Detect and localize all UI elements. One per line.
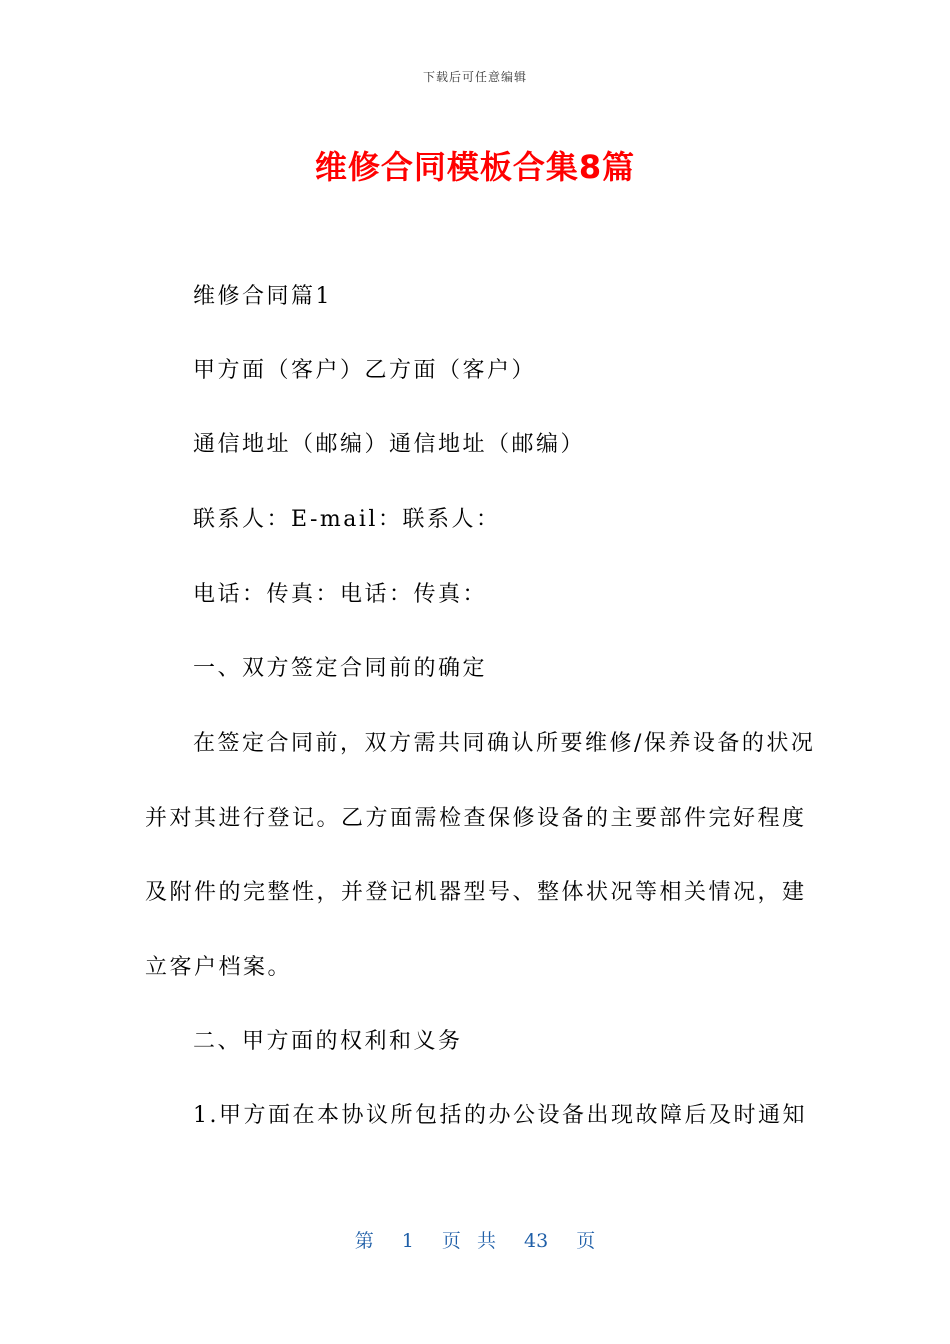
section-heading: 维修合同篇1 <box>193 284 332 309</box>
footer-prefix: 第 <box>354 1230 374 1252</box>
paragraph-line: 在签定合同前，双方需共同确认所要维修/保养设备的状况 <box>193 731 816 756</box>
contact-line: 联系人：E-mail：联系人： <box>193 507 501 532</box>
paragraph-line: 及附件的完整性，并登记机器型号、整体状况等相关情况，建 <box>145 880 807 905</box>
footer-suffix: 页 <box>576 1230 596 1252</box>
phone-fax-line: 电话：传真：电话：传真： <box>193 582 488 607</box>
clause-heading-1: 一、双方签定合同前的确定 <box>193 656 488 681</box>
paragraph-line: 并对其进行登记。乙方面需检查保修设备的主要部件完好程度 <box>145 806 807 831</box>
document-title: 维修合同模板合集8篇 <box>314 148 636 186</box>
footer-total-pages: 43 <box>524 1230 549 1252</box>
address-line: 通信地址（邮编）通信地址（邮编） <box>193 432 586 457</box>
footer-middle: 页 共 <box>441 1230 496 1252</box>
footer-page-number: 1 <box>401 1230 414 1252</box>
clause-heading-2: 二、甲方面的权利和义务 <box>193 1029 463 1054</box>
header-note: 下载后可任意编辑 <box>422 70 527 84</box>
clause-item-1: 1.甲方面在本协议所包括的办公设备出现故障后及时通知 <box>193 1103 807 1128</box>
party-line: 甲方面（客户）乙方面（客户） <box>193 358 537 383</box>
page-footer <box>0 1226 950 1253</box>
paragraph-line: 立客户档案。 <box>145 955 293 980</box>
